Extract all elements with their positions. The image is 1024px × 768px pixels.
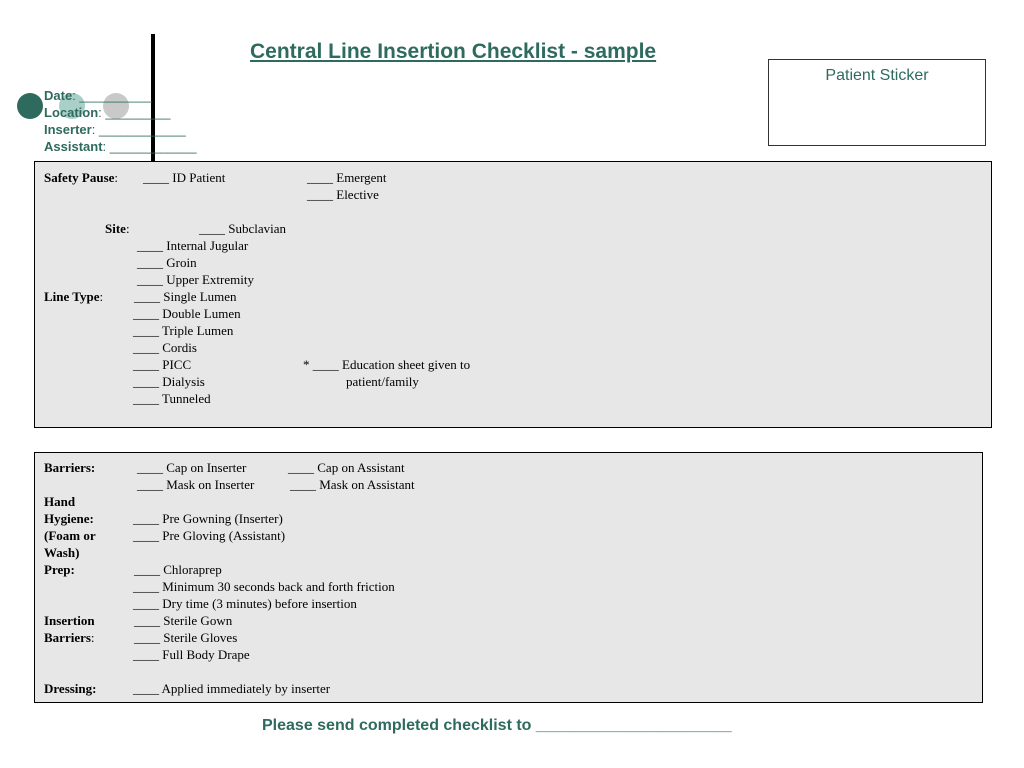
dry-time-item: ____ Dry time (3 minutes) before insertion <box>133 596 357 611</box>
mask-inserter-item: ____ Mask on Inserter <box>137 477 255 492</box>
assistant-label: Assistant <box>44 139 103 154</box>
decor-circle-dark <box>17 93 43 119</box>
location-field <box>44 104 170 121</box>
chloraprep-item: ____ Chloraprep <box>134 562 222 577</box>
patient-sticker-label: Patient Sticker <box>825 67 929 84</box>
date-field <box>44 87 152 104</box>
double-lumen-item: ____ Double Lumen <box>133 306 241 321</box>
sterile-gloves-item: ____ Sterile Gloves <box>134 630 238 645</box>
sterile-gown-item: ____ Sterile Gown <box>134 613 233 628</box>
date-blank: : __________ <box>72 88 152 103</box>
line-type-heading: Line Type: <box>44 289 104 304</box>
assistant-blank: : ____________ <box>102 139 197 154</box>
dialysis-item: ____ Dialysis <box>133 374 205 389</box>
inserter-blank: : ____________ <box>91 122 186 137</box>
inserter-label: Inserter <box>44 122 92 137</box>
tunneled-item: ____ Tunneled <box>133 391 211 406</box>
safety-pause-heading: Safety Pause: <box>44 170 119 185</box>
page-title: Central Line Insertion Checklist - sample <box>250 40 657 63</box>
education-sheet-item-cont: patient/family <box>346 374 419 389</box>
barriers-heading: Barriers: <box>44 460 96 475</box>
hand-heading: Hand <box>44 494 76 509</box>
single-lumen-item: ____ Single Lumen <box>134 289 237 304</box>
wash-heading: Wash) <box>44 545 80 560</box>
dressing-heading: Dressing: <box>44 681 97 696</box>
mask-assistant-item: ____ Mask on Assistant <box>290 477 415 492</box>
emergent-item: ____ Emergent <box>307 170 387 185</box>
prep-heading: Prep: <box>44 562 75 577</box>
inserter-field <box>44 121 186 138</box>
upper-extremity-item: ____ Upper Extremity <box>137 272 254 287</box>
picc-item: ____ PICC <box>133 357 192 372</box>
barriers-section <box>34 452 983 703</box>
hygiene-heading: Hygiene: <box>44 511 94 526</box>
groin-item: ____ Groin <box>137 255 197 270</box>
pre-gowning-item: ____ Pre Gowning (Inserter) <box>133 511 283 526</box>
elective-item: ____ Elective <box>307 187 379 202</box>
internal-jugular-item: ____ Internal Jugular <box>137 238 249 253</box>
id-patient-item: ____ ID Patient <box>143 170 226 185</box>
insertion-barriers-heading: Barriers: <box>44 630 95 645</box>
patient-sticker-box <box>768 59 986 146</box>
triple-lumen-item: ____ Triple Lumen <box>133 323 234 338</box>
location-blank: : _________ <box>98 105 171 120</box>
cordis-item: ____ Cordis <box>133 340 197 355</box>
location-label: Location <box>44 105 99 120</box>
date-label: Date <box>44 88 73 103</box>
education-sheet-item: * ____ Education sheet given to <box>303 357 471 372</box>
pre-gloving-item: ____ Pre Gloving (Assistant) <box>133 528 286 543</box>
applied-item: ____ Applied immediately by inserter <box>133 681 331 696</box>
foam-heading: (Foam or <box>44 528 96 543</box>
site-heading: Site: <box>105 221 130 236</box>
friction-item: ____ Minimum 30 seconds back and forth friction <box>133 579 395 594</box>
cap-assistant-item: ____ Cap on Assistant <box>288 460 405 475</box>
insertion-heading: Insertion <box>44 613 95 628</box>
full-body-drape-item: ____ Full Body Drape <box>133 647 250 662</box>
subclavian-item: ____ Subclavian <box>199 221 287 236</box>
assistant-field <box>44 138 197 155</box>
cap-inserter-item: ____ Cap on Inserter <box>137 460 247 475</box>
safety-pause-section <box>34 161 992 428</box>
footer-instruction: Please send completed checklist to ______________________ <box>262 717 732 734</box>
